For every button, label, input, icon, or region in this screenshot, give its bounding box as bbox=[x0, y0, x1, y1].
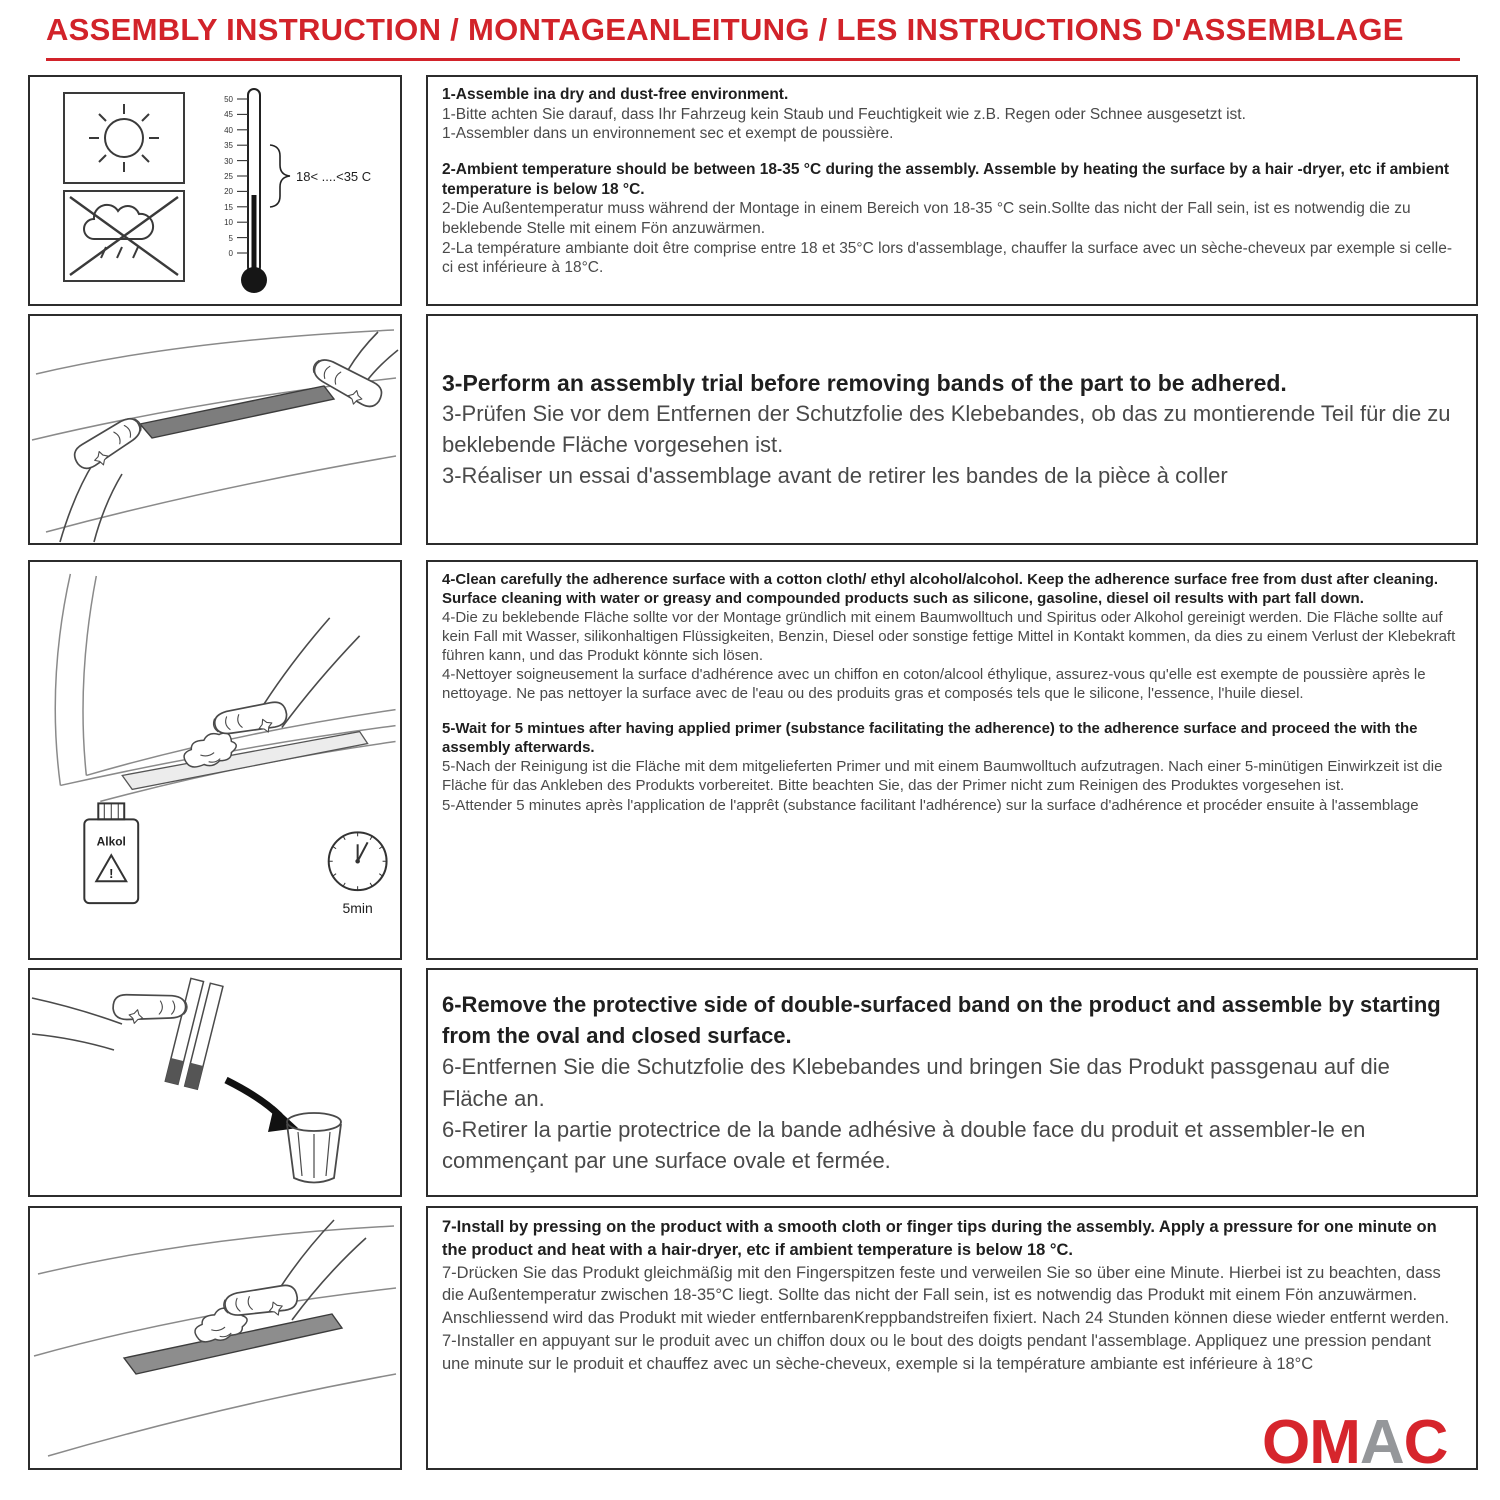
illustration-assembly-trial bbox=[28, 314, 402, 545]
press-install-drawing bbox=[30, 1208, 400, 1468]
thermometer-scale bbox=[224, 95, 233, 258]
page-title: ASSEMBLY INSTRUCTION / MONTAGEANLEITUNG / LES INSTRUCTIONS D'ASSEMBLAGE bbox=[46, 12, 1404, 47]
step6-en: 6-Remove the protective side of double-surfaced band on the product and assemble by starting from the oval and closed surface. bbox=[442, 991, 1441, 1049]
illustration-cleaning-primer bbox=[28, 560, 402, 960]
svg-text:30: 30 bbox=[224, 157, 233, 166]
step2-de: 2-Die Außentemperatur muss während der Montage in einem Bereich von 18-35 °C sein.Sollte das nicht der Fall sein, ist es notwendig die zu beklebende Stelle mit einem Fön anzuwärmen. bbox=[442, 200, 1411, 238]
warning-mark: ! bbox=[109, 866, 114, 882]
range-brace bbox=[270, 145, 290, 207]
step7-fr: 7-Installer en appuyant sur le produit avec un chiffon doux ou le bout des doigts pendant l'assemblage. Appliquez une pression pendant une minute sur le produit et chauffez avec un sèche-cheveux, exemple si la température ambiante est inférieure à 18°C bbox=[442, 1331, 1431, 1373]
step4-en: 4-Clean carefully the adherence surface with a cotton cloth/ ethyl alcohol/alcohol. Keep the adherence surface free from dust after cleaning. Surface cleaning with water or greasy and compounded products such as silicone, gasoline, diesel oil results with part fall down. bbox=[442, 571, 1439, 608]
omac-logo-a: A bbox=[1359, 1408, 1404, 1477]
step1-en: 1-Assemble ina dry and dust-free environment. bbox=[442, 86, 789, 103]
step5-en: 5-Wait for 5 mintues after having applied primer (substance facilitating the adherence) to the adherence surface and proceed the with the assembly afterwards. bbox=[442, 720, 1418, 757]
step-row-4-5 bbox=[28, 560, 1478, 960]
step3-fr: 3-Réaliser un essai d'assemblage avant de retirer les bandes de la pièce à coller bbox=[442, 462, 1228, 488]
sill-surface bbox=[122, 732, 367, 790]
step5-fr: 5-Attender 5 minutes après l'application de l'apprêt (substance facilitant l'adhérence) sur la surface d'adhérence et procéder ensuite à l'assemblage bbox=[442, 796, 1419, 814]
step6-fr: 6-Retirer la partie protectrice de la bande adhésive à double face du produit et assembler-le en commençant par une surface ovale et fermée. bbox=[442, 1116, 1366, 1173]
trash-can-icon bbox=[287, 1113, 341, 1183]
hand-icon bbox=[110, 982, 189, 1035]
illustration-environment bbox=[28, 75, 402, 306]
thermometer-icon bbox=[224, 89, 371, 293]
illustration-press-install bbox=[28, 1206, 402, 1470]
svg-text:10: 10 bbox=[224, 218, 233, 227]
temperature-range-label: 18< ....<35 C bbox=[296, 169, 372, 184]
title-underline bbox=[46, 58, 1460, 61]
clock-label: 5min bbox=[342, 900, 373, 917]
step1-de: 1-Bitte achten Sie darauf, dass Ihr Fahrzeug kein Staub und Feuchtigkeit wie z.B. Regen oder Schnee ausgesetzt ist. bbox=[442, 105, 1246, 123]
clock-icon bbox=[329, 832, 387, 890]
step2-en: 2-Ambient temperature should be between 18-35 °C during the assembly. Assemble by heating the surface by a hair -dryer, etc if ambient temperature is below 18 °C. bbox=[442, 161, 1450, 198]
step5-de: 5-Nach der Reinigung ist die Fläche mit dem mitgelieferten Primer und mit einem Baumwolltuch aufzutragen. Nach einer 5-minütigen Einwirkzeit ist die Fläche für das Ankleben des Produkts vorbereitet. Bitte beachten Sie, das der Primer nicht zum Reinigen des Produktes vorgesehen ist. bbox=[442, 758, 1443, 795]
step3-de: 3-Prüfen Sie vor dem Entfernen der Schutzfolie des Klebebandes, ob das zu montierende Teil für die zu beklebende Fläche vorgesehen ist. bbox=[442, 401, 1451, 458]
illustration-remove-band bbox=[28, 968, 402, 1197]
step-row-1-2 bbox=[28, 75, 1478, 306]
no-rain-icon bbox=[64, 191, 184, 281]
step6-de: 6-Entfernen Sie die Schutzfolie des Klebebandes und bringen Sie das Produkt passgenau auf die Fläche an. bbox=[442, 1054, 1390, 1111]
step7-de: 7-Drücken Sie das Produkt gleichmäßig mit den Fingerspitzen feste und verweilen Sie so über eine Minute. Hierbei ist zu beachten, dass die Außentemperatur zwischen 18-35°C liegt. Sollte das nicht der Fall sein, ist es notwendig das Produkt mit einem Fön anzuwärmen. Anschliessend wird das Produkt mit wieder entfernbarenKreppbandstreifen fixiert. Nach 24 Stunden können diese wieder entfernt werden. bbox=[442, 1263, 1450, 1328]
alcohol-bottle-icon bbox=[84, 803, 138, 903]
arm-lines bbox=[32, 998, 122, 1050]
environment-temperature-drawing bbox=[30, 77, 400, 304]
svg-text:25: 25 bbox=[224, 172, 233, 181]
instructions-step-3 bbox=[426, 314, 1478, 545]
step3-en: 3-Perform an assembly trial before removing bands of the part to be adhered. bbox=[442, 370, 1287, 397]
svg-text:15: 15 bbox=[224, 203, 233, 212]
svg-text:50: 50 bbox=[224, 95, 233, 104]
step-row-3 bbox=[28, 314, 1478, 545]
step-row-7 bbox=[28, 1206, 1478, 1470]
cleaning-drawing bbox=[30, 562, 400, 958]
svg-text:40: 40 bbox=[224, 126, 233, 135]
step4-de: 4-Die zu beklebende Fläche sollte vor der Montage gründlich mit einem Baumwolltuch und Spiritus oder Alkohol gereinigt werden. Die Fläche sollte auf kein Fall mit Wasser, silikonhaltigen Flüssigkeiten, Benzin, Diesel oder sonstige fettige Mittel in Kontakt kommen, da dies zu einem Verlust der Klebekraft führen kann, und das Produkt könnte sich lösen. bbox=[442, 609, 1456, 665]
bottle-label: Alkol bbox=[96, 834, 126, 849]
protective-strips bbox=[165, 978, 223, 1089]
step4-fr: 4-Nettoyer soigneusement la surface d'adhérence avec un chiffon en coton/alcool éthylique, assurez-vous qu'elle est exempte de poussière après le nettoyage. Ne pas nettoyer la surface avec de l'eau ou des produits gras et composés tels que le silicone, l'essence, l'huile diesel. bbox=[442, 666, 1426, 703]
instructions-step-1-2 bbox=[426, 75, 1478, 306]
sun-icon bbox=[64, 93, 184, 183]
svg-text:45: 45 bbox=[224, 110, 233, 119]
omac-logo-c: C bbox=[1403, 1408, 1448, 1477]
svg-text:20: 20 bbox=[224, 187, 233, 196]
instructions-step-4-5 bbox=[426, 560, 1478, 960]
step1-fr: 1-Assembler dans un environnement sec et exempt de poussière. bbox=[442, 125, 894, 143]
svg-text:35: 35 bbox=[224, 141, 233, 150]
svg-text:0: 0 bbox=[228, 249, 233, 258]
step2-fr: 2-La température ambiante doit être comprise entre 18 et 35°C lors d'assemblage, chauffer la surface avec un sèche-cheveux par exemple si celle-ci est inférieure à 18°C. bbox=[442, 239, 1453, 277]
assembly-trial-drawing bbox=[30, 316, 400, 543]
remove-band-drawing bbox=[30, 970, 400, 1195]
omac-logo bbox=[1262, 1408, 1448, 1477]
step-row-6 bbox=[28, 968, 1478, 1197]
svg-text:5: 5 bbox=[228, 234, 233, 243]
omac-logo-om: OM bbox=[1262, 1408, 1360, 1477]
arrow-icon bbox=[226, 1080, 280, 1116]
hand-icon bbox=[69, 416, 149, 473]
car-sill-lines bbox=[32, 330, 396, 532]
instructions-step-6 bbox=[426, 968, 1478, 1197]
step7-en: 7-Install by pressing on the product with a smooth cloth or finger tips during the assembly. Apply a pressure for one minute on the product and heat with a hair-dryer, etc if ambient temperature is below 18 °C. bbox=[442, 1218, 1437, 1259]
